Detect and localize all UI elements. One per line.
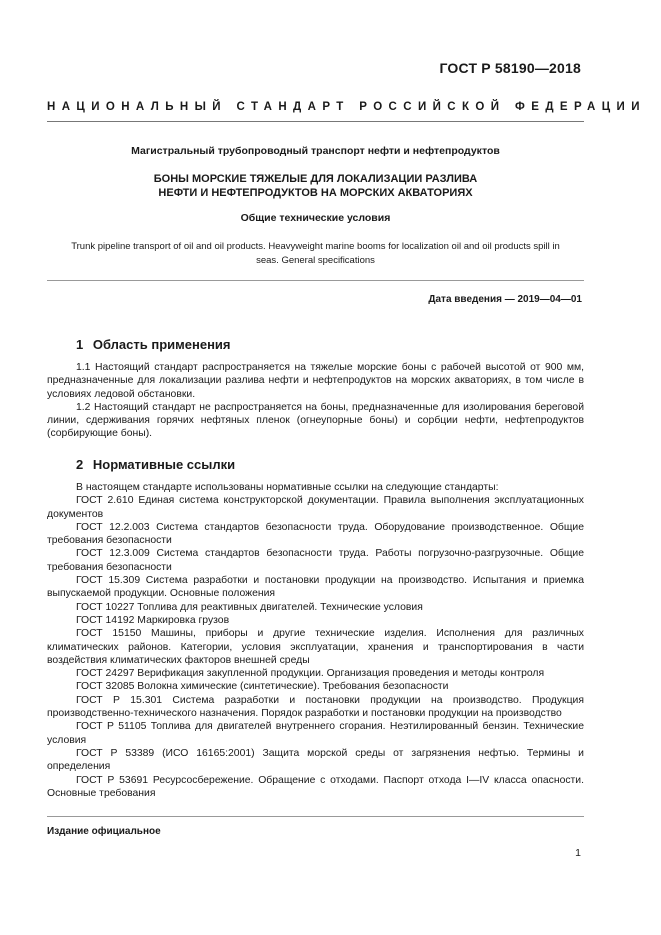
paragraph: 1.1 Настоящий стандарт распространяется на тяжелые морские боны с рабочей высотой от 900 мм, предназначенные для локализации разлива нефти и нефтепродуктов на морских акваториях, в том числе в условиях ледовой обстановки. (47, 362, 584, 400)
page-number: 1 (575, 847, 581, 859)
reference-item: ГОСТ 12.3.009 Система стандартов безопасности труда. Работы погрузочно-разгрузочные. Общие требования безопасности (47, 548, 584, 573)
reference-item: ГОСТ 12.2.003 Система стандартов безопасности труда. Оборудование производственное. Общие требования безопасности (47, 521, 584, 547)
reference-item: ГОСТ Р 53691 Ресурсосбережение. Обращение с отходами. Паспорт отхода I—IV класса опасности. Основные требования (47, 774, 584, 799)
introduction-date: Дата введения — 2019—04—01 (428, 294, 582, 305)
section-1-heading (76, 337, 231, 352)
official-edition-label: Издание официальное (47, 826, 161, 837)
reference-item: ГОСТ 14192 Маркировка грузов (76, 614, 230, 626)
title-divider (47, 280, 584, 281)
section-1-title: Область применения (92, 337, 231, 352)
paragraph: В настоящем стандарте использованы нормативные ссылки на следующие стандарты: (76, 482, 499, 493)
section-2-number: 2 (76, 457, 84, 472)
subtitle: Общие технические условия (240, 212, 391, 224)
reference-item: ГОСТ 32085 Волокна химические (синтетические). Требования безопасности (76, 681, 449, 693)
reference-item: ГОСТ Р 15.301 Система разработки и постановки продукции на производство. Продукция производственно-технического назначения. Порядок разработки и постановки продукции на производство (47, 694, 584, 720)
reference-item: ГОСТ 2.610 Единая система конструкторской документации. Правила выполнения эксплуатационных документов (47, 495, 584, 520)
reference-item: ГОСТ 15.309 Система разработки и постановки продукции на производство. Испытания и приемка выпускаемой продукции. Основные положения (47, 575, 584, 600)
reference-item: ГОСТ 24297 Верификация закупленной продукции. Организация проведения и методы контроля (76, 668, 545, 680)
national-standard-banner: НАЦИОНАЛЬНЫЙ СТАНДАРТ РОССИЙСКОЙ ФЕДЕРАЦИИ (47, 101, 646, 113)
section-2-body (47, 481, 584, 800)
section-1-body (47, 361, 584, 441)
main-title-line-2: НЕФТИ И НЕФТЕПРОДУКТОВ НА МОРСКИХ АКВАТОРИЯХ (158, 187, 473, 199)
english-title: Trunk pipeline transport of oil and oil products. Heavyweight marine booms for localization oil and oil products spill in seas. General specifications (71, 241, 560, 266)
main-title-line-1: БОНЫ МОРСКИЕ ТЯЖЕЛЫЕ ДЛЯ ЛОКАЛИЗАЦИИ РАЗЛИВА (153, 173, 478, 185)
standard-designation: ГОСТ Р 58190—2018 (439, 60, 581, 76)
reference-item: ГОСТ Р 53389 (ИСО 16165:2001) Защита морской среды от загрязнения нефтью. Термины и определения (47, 747, 584, 773)
section-2-title: Нормативные ссылки (92, 457, 236, 472)
reference-item: ГОСТ 15150 Машины, приборы и другие технические изделия. Исполнения для различных климатических районов. Категории, условия эксплуатации, хранения и транспортирования в части воздействия климатических факторов внешней среды (47, 628, 584, 666)
section-2-heading (76, 457, 235, 472)
group-title: Магистральный трубопроводный транспорт нефти и нефтепродуктов (131, 145, 500, 157)
section-1-number: 1 (76, 337, 84, 352)
paragraph: 1.2 Настоящий стандарт не распространяется на боны, предназначенные для изолирования береговой линии, сдерживания горячих нефтяных пленок (огнеупорные боны) и сорбции нефти, нефтепродуктов (сорбирующие боны). (47, 401, 584, 440)
reference-item: ГОСТ 10227 Топлива для реактивных двигателей. Технические условия (76, 601, 423, 613)
top-divider (47, 121, 584, 122)
reference-item: ГОСТ Р 51105 Топлива для двигателей внутреннего сгорания. Неэтилированный бензин. Технические условия (47, 721, 584, 746)
footer-divider (47, 816, 584, 817)
main-title (47, 172, 584, 200)
